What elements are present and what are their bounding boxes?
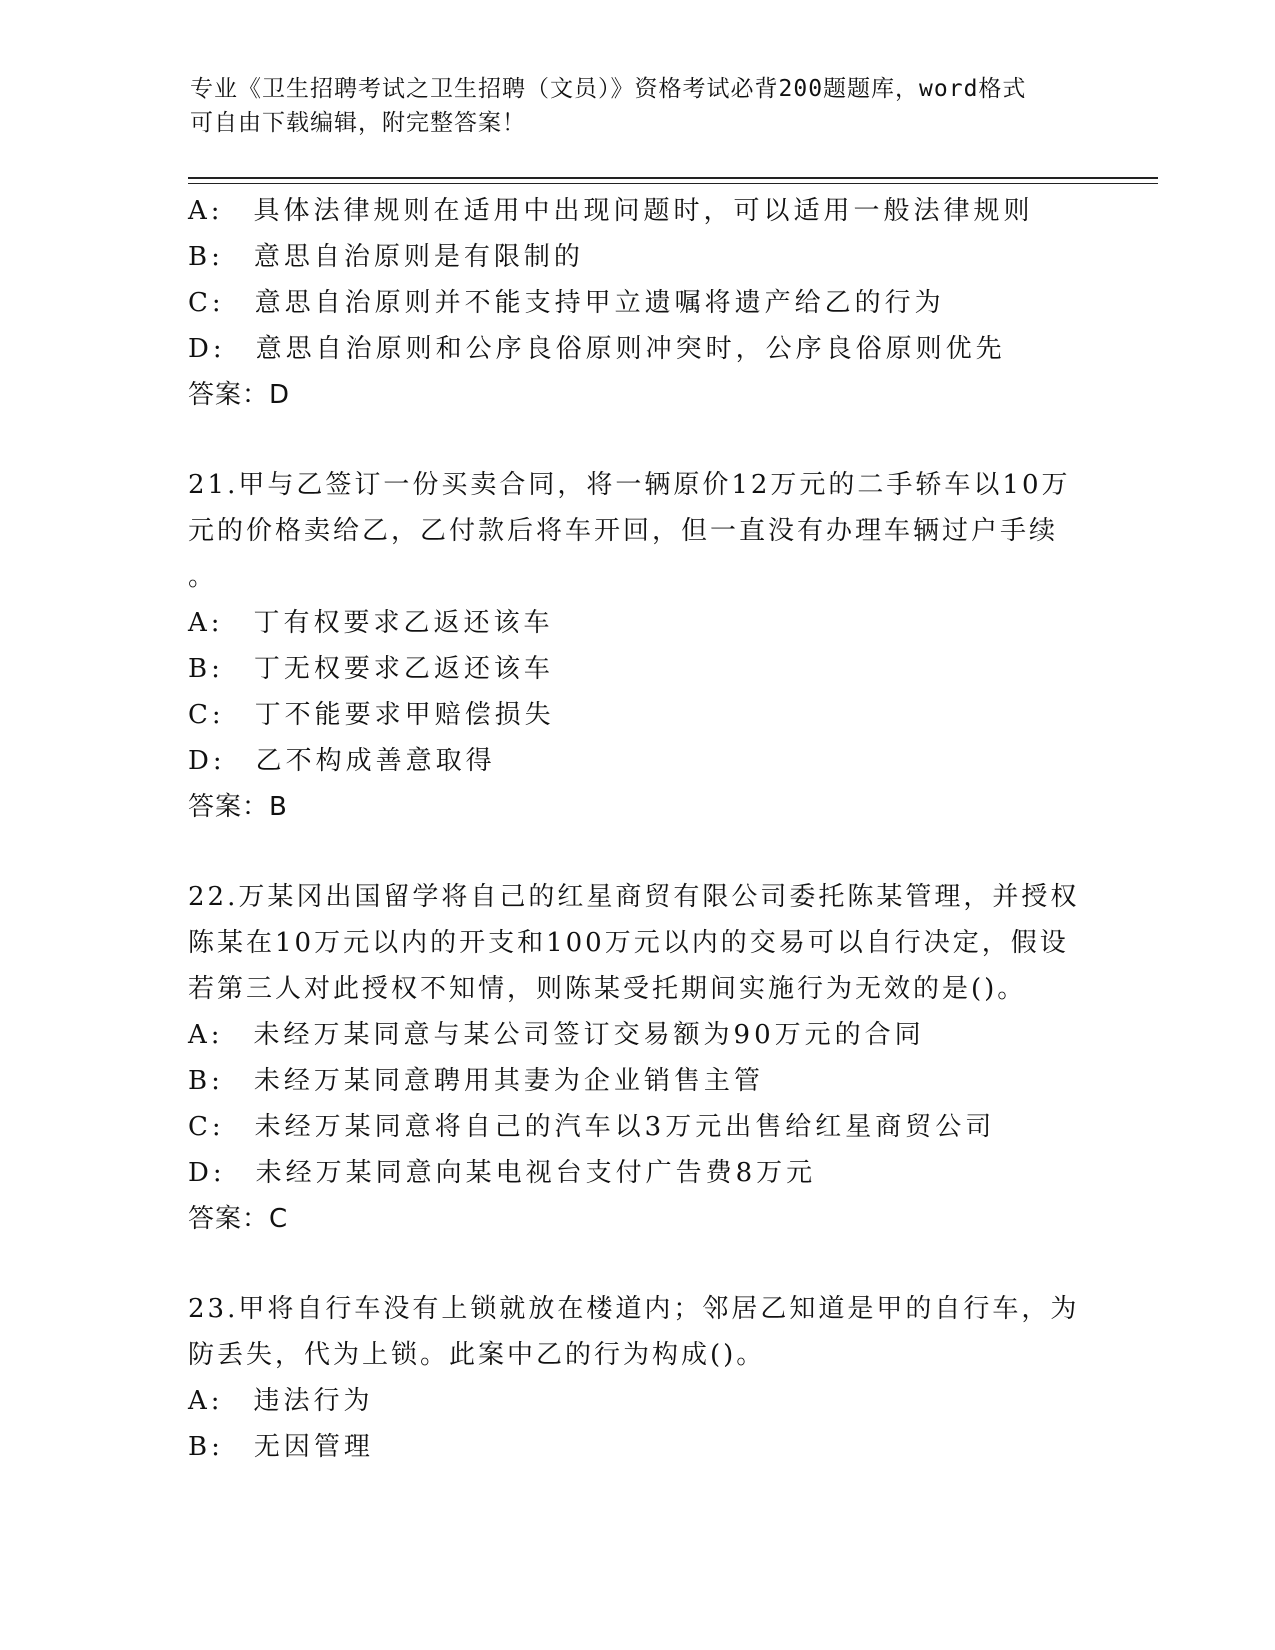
question-21-block	[188, 462, 1088, 830]
option-b: B: 意思自治原则是有限制的	[188, 242, 584, 272]
spacer	[188, 1242, 1088, 1286]
option-a: A: 具体法律规则在适用中出现问题时，可以适用一般法律规则	[188, 196, 1034, 226]
document-header	[190, 72, 1090, 140]
question-text-line: 防丢失，代为上锁。此案中乙的行为构成()。	[188, 1340, 766, 1370]
answer-line: 答案：B	[188, 792, 288, 822]
option-d: D: 乙不构成善意取得	[188, 746, 496, 776]
question-text-line: 。	[188, 562, 218, 592]
answer-line: 答案：D	[188, 380, 291, 410]
spacer	[188, 830, 1088, 874]
spacer	[188, 418, 1088, 462]
question-text-line: 22.万某冈出国留学将自己的红星商贸有限公司委托陈某管理，并授权	[188, 882, 1080, 912]
option-a: A: 丁有权要求乙返还该车	[188, 608, 554, 638]
question-text-line: 元的价格卖给乙，乙付款后将车开回，但一直没有办理车辆过户手续	[188, 516, 1059, 546]
option-b: B: 未经万某同意聘用其妻为企业销售主管	[188, 1066, 764, 1096]
question-content	[188, 188, 1088, 1470]
option-b: B: 丁无权要求乙返还该车	[188, 654, 554, 684]
question-20-block	[188, 188, 1088, 418]
question-text-line: 23.甲将自行车没有上锁就放在楼道内；邻居乙知道是甲的自行车，为	[188, 1294, 1080, 1324]
option-d: D: 未经万某同意向某电视台支付广告费8万元	[188, 1158, 817, 1188]
option-a: A: 未经万某同意与某公司签订交易额为90万元的合同	[188, 1020, 925, 1050]
header-divider-thick	[188, 177, 1158, 179]
question-text-line: 若第三人对此授权不知情，则陈某受托期间实施行为无效的是()。	[188, 974, 1027, 1004]
question-text-line: 陈某在10万元以内的开支和100万元以内的交易可以自行决定，假设	[188, 928, 1069, 958]
header-line-1: 专业《卫生招聘考试之卫生招聘（文员）》资格考试必背200题题库，word格式	[190, 76, 1027, 102]
option-c: C: 意思自治原则并不能支持甲立遗嘱将遗产给乙的行为	[188, 288, 945, 318]
header-line-2: 可自由下载编辑，附完整答案！	[190, 110, 526, 136]
option-d: D: 意思自治原则和公序良俗原则冲突时，公序良俗原则优先	[188, 334, 1006, 364]
question-text-line: 21.甲与乙签订一份买卖合同，将一辆原价12万元的二手轿车以10万	[188, 470, 1071, 500]
question-23-block	[188, 1286, 1088, 1470]
option-a: A: 违法行为	[188, 1386, 374, 1416]
option-c: C: 未经万某同意将自己的汽车以3万元出售给红星商贸公司	[188, 1112, 996, 1142]
answer-line: 答案：C	[188, 1204, 289, 1234]
option-b: B: 无因管理	[188, 1432, 374, 1462]
question-22-block	[188, 874, 1088, 1242]
option-c: C: 丁不能要求甲赔偿损失	[188, 700, 555, 730]
header-divider-thin	[188, 183, 1158, 184]
